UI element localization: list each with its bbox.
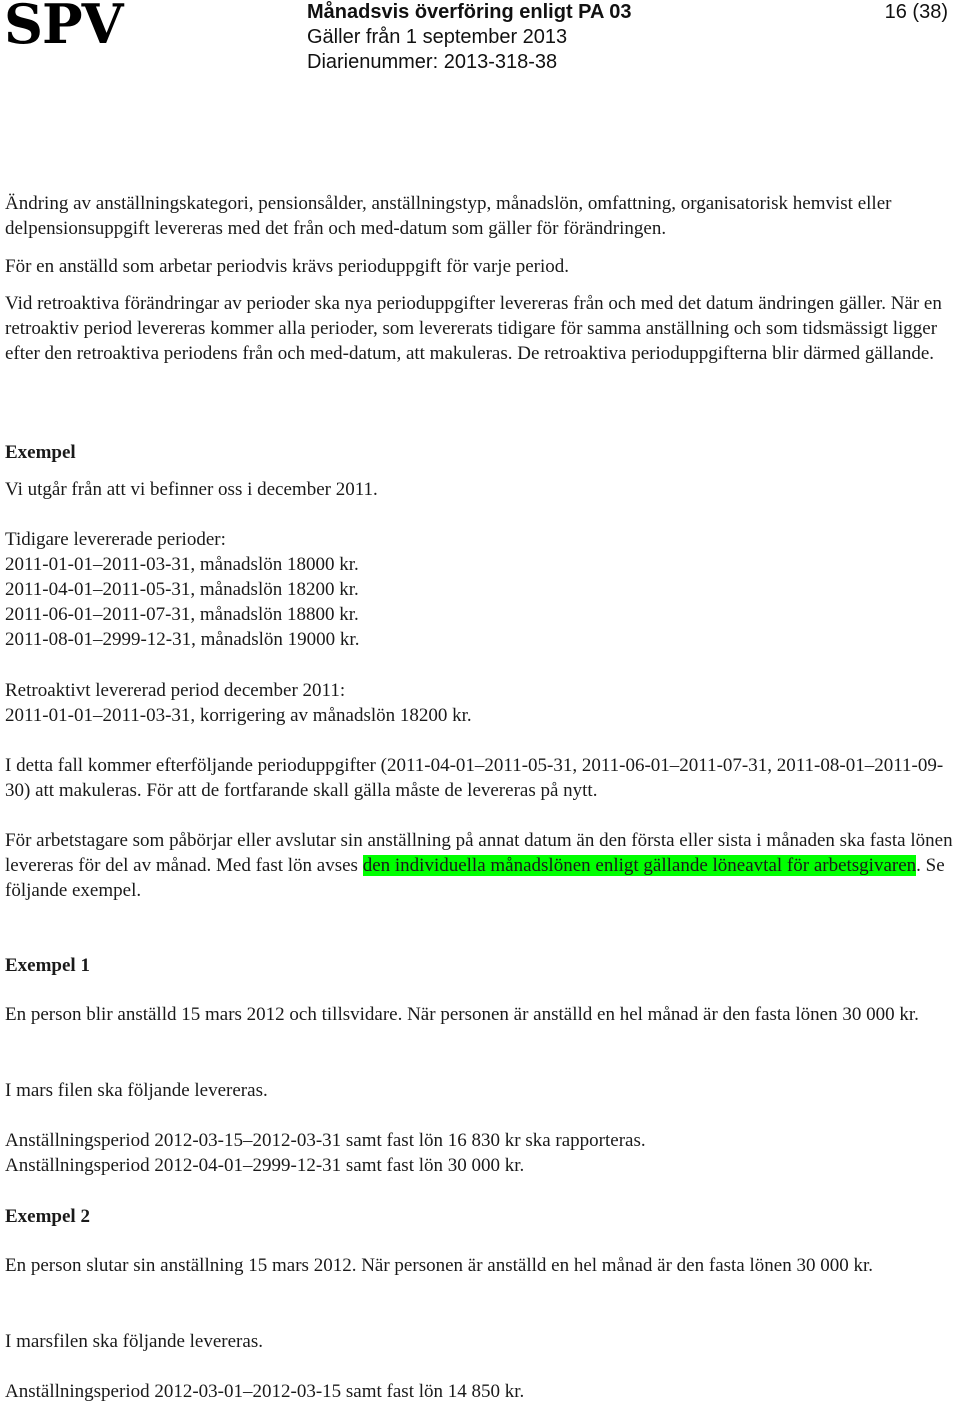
diary-number: Diarienummer: 2013-318-38 — [307, 51, 558, 73]
highlighted-text: den individuella månadslönen enligt gällande löneavtal för arbetsgivaren — [362, 855, 917, 876]
earlier-period-line: 2011-01-01–2011-03-31, månadslön 18000 kr. — [5, 554, 359, 575]
example-2-heading: Exempel 2 — [5, 1206, 90, 1227]
paragraph-retroactive: Vid retroaktiva förändringar av perioder ska nya perioduppgifter levereras från och med det datum ändringen gäller. När en retroaktiv period levereras kommer alla perioder, som levererats tidigare för samma anställning och som tidsmässigt ligger efter den retroaktiva periodens från och med-datum, att makuleras. De retroaktiva perioduppgifterna blir därmed gällande. — [5, 293, 942, 364]
fixed-salary-text: För arbetstagare som påbörjar eller avslutar sin anställning på annat datum än den första eller sista i månaden ska fasta lönen levereras för del av månad. Med fast lön avses — [5, 830, 953, 876]
paragraph-change: Ändring av anställningskategori, pensionsålder, anställningstyp, månadslön, omfattning, organisatorisk hemvist eller delpensionsuppgift levereras med det från och med-datum som gäller för förändringen. — [5, 193, 892, 239]
retro-heading: Retroaktivt levererad period december 2011: — [5, 680, 346, 701]
paragraph-periodic: För en anställd som arbetar periodvis krävs perioduppgift för varje period. — [5, 256, 570, 277]
example-1-line: Anställningsperiod 2012-04-01–2999-12-31 samt fast lön 30 000 kr. — [5, 1155, 525, 1176]
retro-period-line: 2011-01-01–2011-03-31, korrigering av månadslön 18200 kr. — [5, 705, 472, 726]
example-1-heading: Exempel 1 — [5, 955, 90, 976]
document-title: Månadsvis överföring enligt PA 03 — [307, 1, 632, 23]
example-2-line: Anställningsperiod 2012-03-01–2012-03-15 samt fast lön 14 850 kr. — [5, 1381, 525, 1402]
paragraph-cancellation: I detta fall kommer efterföljande perioduppgifter (2011-04-01–2011-05-31, 2011-06-01–2011-07-31, 2011-08-01–2011-09-30) att makuleras. För att de fortfarande skall gälla måste de levereras på nytt. — [5, 755, 944, 801]
valid-from: Gäller från 1 september 2013 — [307, 26, 568, 48]
example-heading: Exempel — [5, 442, 76, 463]
earlier-periods-heading: Tidigare levererade perioder: — [5, 529, 226, 550]
page-number: 16 (38) — [884, 1, 948, 23]
example-2-deliver: I marsfilen ska följande levereras. — [5, 1331, 263, 1352]
example-1-text: En person blir anställd 15 mars 2012 och tillsvidare. När personen är anställd en hel månad är den fasta lönen 30 000 kr. — [5, 1004, 919, 1025]
example-1-line: Anställningsperiod 2012-03-15–2012-03-31 samt fast lön 16 830 kr ska rapporteras. — [5, 1130, 646, 1151]
example-1-deliver: I mars filen ska följande levereras. — [5, 1080, 268, 1101]
example-intro: Vi utgår från att vi befinner oss i december 2011. — [5, 479, 378, 500]
earlier-period-line: 2011-04-01–2011-05-31, månadslön 18200 kr. — [5, 579, 359, 600]
spv-logo: SPV — [4, 0, 123, 56]
fixed-salary-text-end: . Se följande exempel. — [5, 855, 945, 901]
paragraph-fixed-salary — [5, 828, 957, 903]
document-header — [307, 0, 632, 75]
earlier-period-line: 2011-08-01–2999-12-31, månadslön 19000 kr. — [5, 629, 360, 650]
example-2-text: En person slutar sin anställning 15 mars 2012. När personen är anställd en hel månad är den fasta lönen 30 000 kr. — [5, 1255, 873, 1276]
earlier-period-line: 2011-06-01–2011-07-31, månadslön 18800 kr. — [5, 604, 359, 625]
